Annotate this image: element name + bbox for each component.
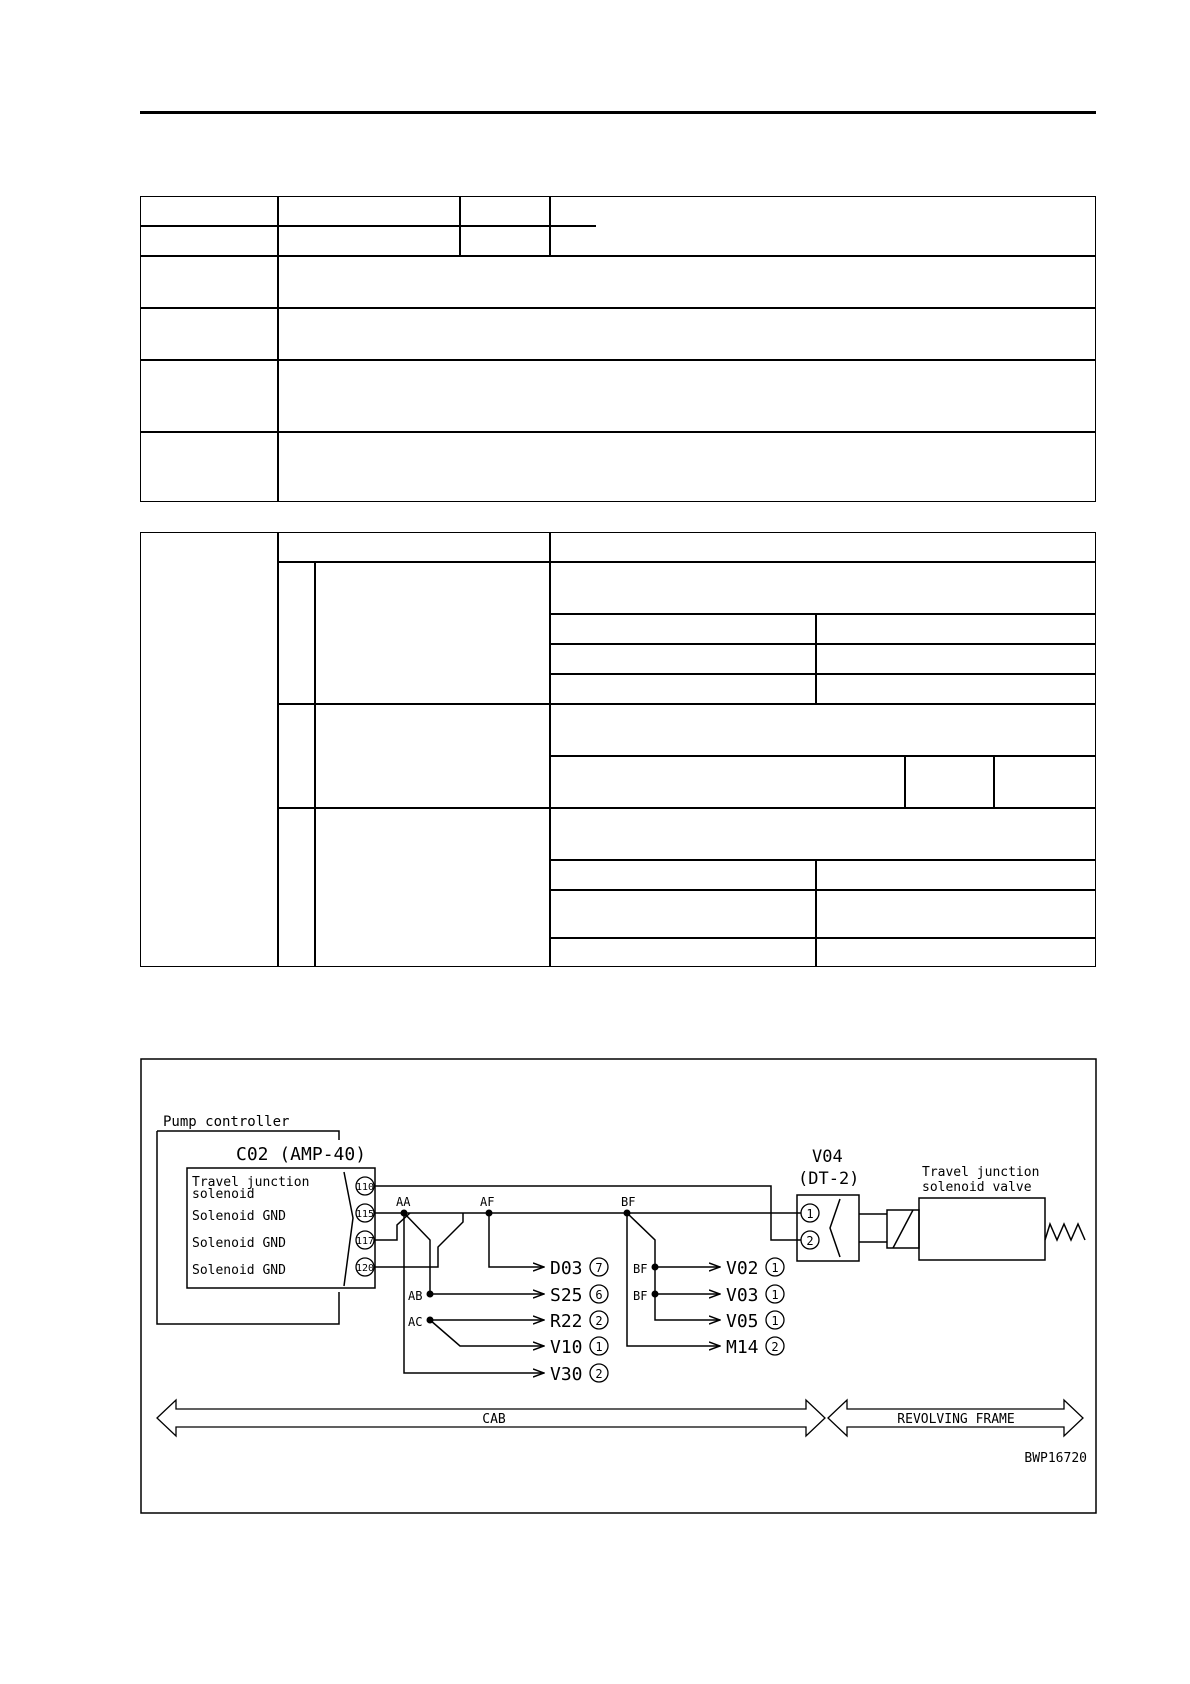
controller-connector: C02 (AMP-40) <box>236 1144 367 1165</box>
junction-aa: AA <box>396 1195 411 1209</box>
junction-af: AF <box>480 1195 495 1209</box>
controller-label: Pump controller <box>163 1114 290 1130</box>
pin-label-travel-1: Travel junction <box>192 1175 310 1190</box>
output-v10-pin: 1 <box>595 1340 603 1354</box>
output-v30: V30 <box>550 1364 583 1385</box>
output-v10: V10 <box>550 1337 583 1358</box>
junction-bf-top: BF <box>621 1195 636 1209</box>
pin-117: 117 <box>355 1236 375 1247</box>
output-r22-pin: 2 <box>595 1314 603 1328</box>
output-v05: V05 <box>726 1311 759 1332</box>
output-v02: V02 <box>726 1258 759 1279</box>
output-v03-pin: 1 <box>771 1288 779 1302</box>
output-v02-pin: 1 <box>771 1261 779 1275</box>
region-cab: CAB <box>482 1412 506 1427</box>
output-v30-pin: 2 <box>595 1367 603 1381</box>
output-d03-pin: 7 <box>595 1261 603 1275</box>
junction-bf-2: BF <box>633 1289 648 1303</box>
figure-id: BWP16720 <box>1024 1451 1087 1466</box>
junction-ac: AC <box>408 1315 423 1329</box>
output-s25: S25 <box>550 1285 583 1306</box>
pin-115: 115 <box>355 1209 375 1220</box>
pin-label-gnd-117: Solenoid GND <box>192 1236 286 1251</box>
valve-label-1: Travel junction <box>922 1165 1040 1180</box>
valve-connector: V04 <box>812 1147 843 1167</box>
pin-110: 110 <box>355 1182 375 1193</box>
output-v05-pin: 1 <box>771 1314 779 1328</box>
output-m14: M14 <box>726 1337 759 1358</box>
valve-label-2: solenoid valve <box>922 1180 1032 1195</box>
output-s25-pin: 6 <box>595 1288 603 1302</box>
output-m14-pin: 2 <box>771 1340 779 1354</box>
junction-bf-1: BF <box>633 1262 648 1276</box>
output-d03: D03 <box>550 1258 583 1279</box>
pin-label-gnd-115: Solenoid GND <box>192 1209 286 1224</box>
solenoid-valve-body <box>919 1198 1045 1260</box>
valve-pin-1: 1 <box>806 1207 814 1221</box>
output-r22: R22 <box>550 1311 583 1332</box>
pin-label-travel-2: solenoid <box>192 1187 255 1202</box>
pin-label-gnd-120: Solenoid GND <box>192 1263 286 1278</box>
output-v03: V03 <box>726 1285 759 1306</box>
region-revolving-frame: REVOLVING FRAME <box>897 1412 1015 1427</box>
valve-pin-2: 2 <box>806 1234 814 1248</box>
spring-icon <box>1045 1224 1085 1240</box>
valve-connector-type: (DT-2) <box>798 1169 860 1189</box>
pin-120: 120 <box>355 1263 375 1274</box>
junction-ab: AB <box>408 1289 423 1303</box>
